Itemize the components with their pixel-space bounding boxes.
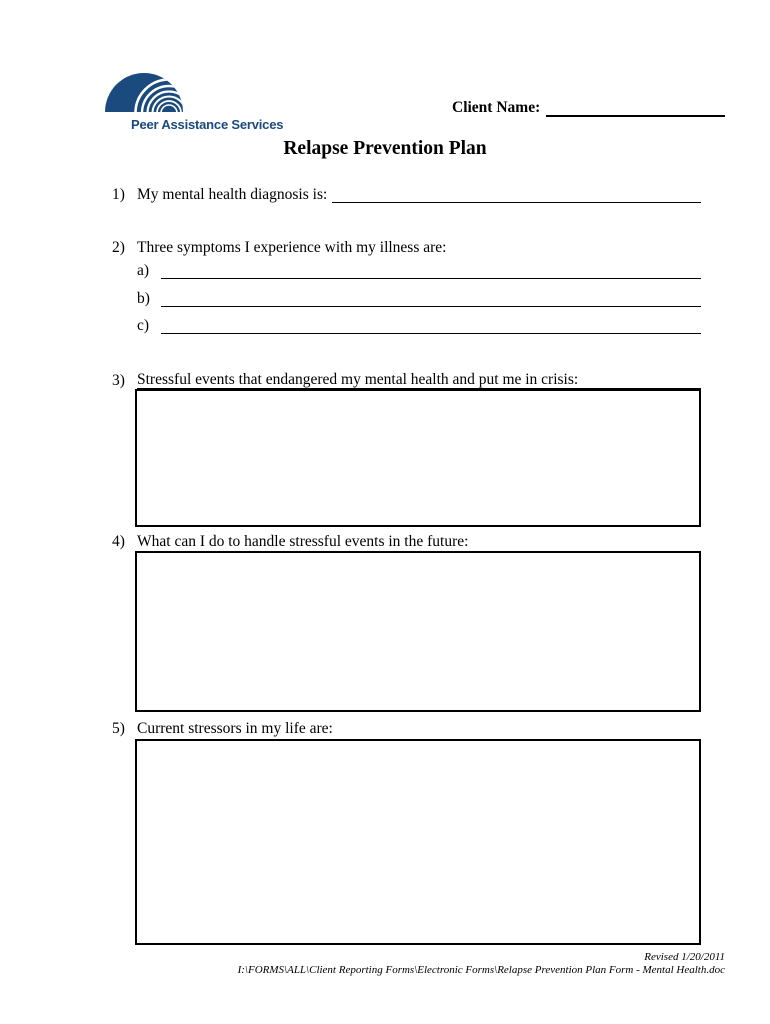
question-3 (112, 371, 701, 389)
question-1-label: My mental health diagnosis is: (137, 186, 328, 203)
question-3-number: 3) (112, 372, 125, 389)
question-3-label: Stressful events that endangered my mental health and put me in crisis: (137, 371, 701, 389)
question-4 (112, 533, 701, 550)
dome-arcs-icon (105, 66, 265, 113)
question-4-number: 4) (112, 533, 125, 550)
question-1 (112, 186, 701, 203)
question-2a-input-line[interactable] (161, 262, 701, 279)
question-2-number: 2) (112, 239, 125, 256)
question-2-label: Three symptoms I experience with my illness are: (137, 239, 447, 256)
question-4-label: What can I do to handle stressful events in the future: (137, 533, 469, 550)
footer-file-path: I:\FORMS\ALL\Client Reporting Forms\Electronic Forms\Relapse Prevention Plan Form - Mental Health.doc (237, 963, 725, 976)
footer (238, 951, 725, 976)
question-1-input-line[interactable] (332, 186, 701, 203)
question-2c-label: c) (137, 317, 150, 334)
question-1-number: 1) (112, 186, 125, 203)
org-name: Peer Assistance Services (131, 117, 284, 132)
question-5-label: Current stressors in my life are: (137, 720, 333, 737)
client-name-label: Client Name: (452, 99, 541, 116)
question-2a-label: a) (137, 262, 150, 279)
question-2b (137, 290, 701, 307)
client-name-input-line[interactable] (546, 100, 725, 117)
question-2c (137, 317, 701, 334)
question-4-answer-box[interactable] (135, 551, 701, 712)
question-5-answer-box[interactable] (135, 739, 701, 945)
question-5 (112, 720, 701, 737)
question-2a (137, 262, 701, 279)
footer-revised-date: Revised 1/20/2011 (644, 951, 725, 963)
org-logo (105, 66, 285, 132)
question-5-number: 5) (112, 720, 125, 737)
question-3-answer-box[interactable] (135, 389, 701, 527)
page-title: Relapse Prevention Plan (283, 138, 487, 159)
question-2b-label: b) (137, 290, 150, 307)
question-2b-input-line[interactable] (161, 290, 701, 307)
client-name-row (452, 99, 725, 117)
question-2c-input-line[interactable] (161, 317, 701, 334)
question-2 (112, 239, 701, 256)
